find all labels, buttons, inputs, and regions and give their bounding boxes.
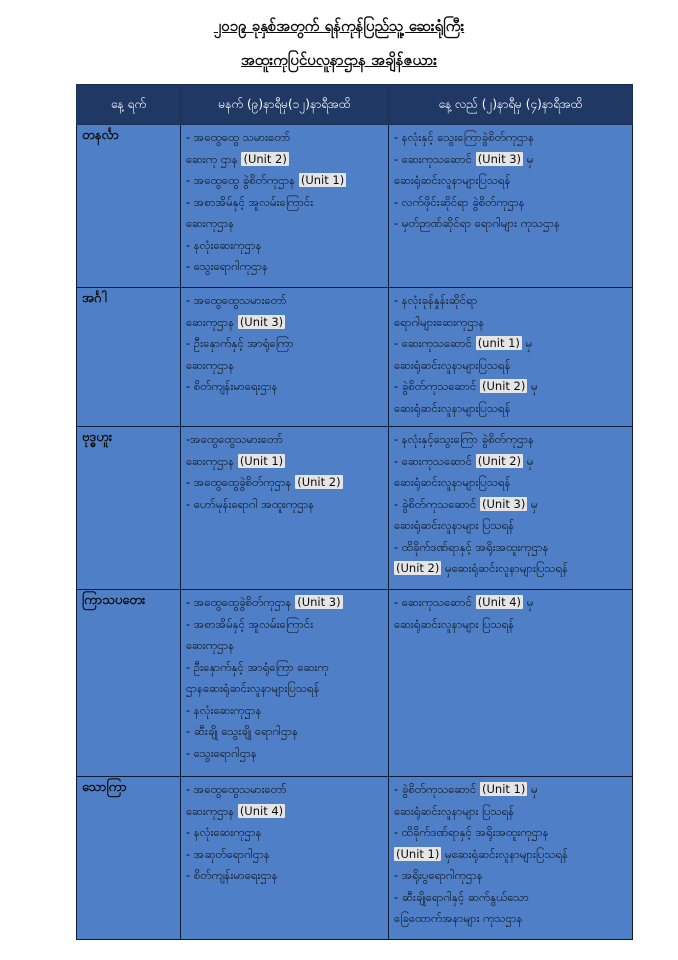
- line-text: - စိတ်ကျန်းမာရေးဌာန: [186, 379, 278, 393]
- list-item: [186, 657, 384, 679]
- line-text: မှ: [521, 336, 533, 350]
- line-text: - ထိခိုက်ဒဏ်ရာနှင့် အရိုးအထူးကုဌာန: [394, 825, 549, 839]
- list-item: [186, 355, 384, 377]
- list-item: [186, 451, 384, 473]
- list-item: [186, 376, 384, 398]
- line-text: - သွေးရောဂါကုဌာန: [186, 259, 269, 273]
- list-item: [186, 127, 384, 149]
- header-morning: မနက် (၉)နာရီမှ(၁၂)နာရီအထိ: [181, 85, 389, 125]
- unit-badge: (Unit 3): [482, 496, 526, 511]
- list-item: [186, 779, 384, 801]
- day-cell: အင်္ဂါ: [77, 288, 181, 427]
- list-item: [394, 398, 628, 420]
- line-text: - စိတ်ကျန်းမာရေးဌာန: [186, 868, 278, 882]
- table-row: [77, 777, 633, 940]
- list-item: [394, 170, 628, 192]
- schedule-table: [76, 84, 633, 940]
- list-item: [394, 592, 628, 614]
- line-text: မှ: [523, 595, 534, 609]
- line-text: ဆေးကုဌာန: [186, 357, 235, 372]
- unit-badge: (Unit 4): [477, 595, 522, 609]
- list-item: [186, 333, 384, 355]
- list-item: [186, 700, 384, 722]
- list-item: [394, 865, 628, 887]
- unit-badge: (Unit 3): [239, 314, 284, 329]
- line-text: ဆေးကုဌာန: [186, 453, 238, 468]
- header-row: [77, 85, 633, 125]
- list-item: [394, 887, 628, 909]
- table-row: [77, 590, 633, 777]
- afternoon-cell: [389, 427, 633, 590]
- line-text: - နလုံးဆေးကုဌာန: [186, 702, 262, 717]
- list-item: [186, 678, 384, 700]
- list-item: [186, 256, 384, 278]
- line-text: မှ: [527, 782, 538, 796]
- list-item: [186, 312, 384, 334]
- list-item: [394, 472, 628, 494]
- line-text: ဆေးကု ဌာန: [186, 151, 242, 166]
- line-text: -အထွေထွေသမားတော်: [186, 432, 283, 446]
- line-text: - ဆေးကုသဆောင်: [394, 336, 476, 350]
- list-item: [186, 213, 384, 235]
- day-cell: ဗုဒ္ဓဟူး: [77, 427, 181, 590]
- list-item: [186, 822, 384, 844]
- table-row: [77, 288, 633, 427]
- line-text: ဆေးရုံဆင်းလူနာများပြသရန်: [394, 400, 511, 415]
- line-text: - ဆေးကုသဆောင်: [394, 595, 476, 609]
- line-text: - နလုံးနှင့်သွေးကြော ခွဲစိတ်ကုဌာန: [394, 432, 535, 446]
- list-item: [186, 429, 384, 451]
- list-item: [394, 192, 628, 214]
- line-text: - အထွေထွေသမားတော်: [186, 782, 287, 796]
- line-text: ရောဂါများဆေးကုဌာန: [394, 314, 485, 329]
- unit-badge: (Unit 3): [477, 151, 522, 166]
- list-item: [394, 908, 628, 930]
- list-item: [186, 844, 384, 866]
- line-text: - ဆေးကုသဆောင်: [394, 453, 476, 468]
- line-text: - သွေးရောဂါဌာန: [186, 745, 257, 760]
- line-text: - နလုံးနှင့် သွေးကြောခွဲစိတ်ကုဌာန: [394, 130, 535, 144]
- line-text: ဌာနဆေးရုံဆင်းလူနာများပြသရန်: [186, 681, 320, 695]
- line-text: မှ: [527, 379, 538, 393]
- line-text: ခြေထောက်အနာများ ကုသဌာန: [394, 911, 523, 925]
- list-item: [394, 844, 628, 866]
- list-item: [186, 865, 384, 887]
- line-text: - ဦးနှောက်နှင့် အာရုံကြော: [186, 336, 294, 350]
- afternoon-cell: [389, 125, 633, 288]
- line-text: ဆေးရုံဆင်းလူနာများပြသရန်: [394, 173, 511, 187]
- unit-badge: (Unit 3): [297, 595, 341, 609]
- unit-badge: (Unit 1): [396, 846, 440, 861]
- header-afternoon: နေ့ လည် (၂)နာရီမှ (၄)နာရီအထိ: [389, 85, 633, 125]
- line-text: မှ: [523, 151, 534, 166]
- list-item: [394, 801, 628, 823]
- unit-badge: (Unit 2): [396, 561, 440, 575]
- line-text: ဆေးကုဌာန: [186, 638, 235, 652]
- list-item: [394, 149, 628, 171]
- line-text: - အထွေထွေ ခွဲစိတ်ကုဌာန: [186, 173, 299, 187]
- line-text: ဆေးကုဌာန: [186, 216, 235, 230]
- line-text: - အထွေထွေသမားတော်: [186, 293, 287, 307]
- list-item: [186, 635, 384, 657]
- schedule-body: [77, 125, 633, 940]
- unit-badge: (Unit 2): [297, 475, 341, 489]
- morning-cell: [181, 288, 389, 427]
- list-item: [394, 355, 628, 377]
- list-item: [394, 822, 628, 844]
- unit-badge: (Unit 2): [477, 453, 522, 468]
- unit-badge: (unit 1): [477, 336, 520, 350]
- line-text: - ခွဲစိတ်ကုသဆောင်: [394, 379, 480, 393]
- schedule-title: ၂၀၁၉ ခုနှစ်အတွက် ရန်ကုန်ပြည်သူ့ ဆေးရုံကြီး: [213, 17, 465, 35]
- list-item: [186, 614, 384, 636]
- line-text: ဆေးကုဌာန: [186, 314, 238, 329]
- table-row: [77, 125, 633, 288]
- list-item: [394, 779, 628, 801]
- list-item: [394, 614, 628, 636]
- line-text: ဆေးရုံဆင်းလူနာများ ပြသရန်: [394, 518, 515, 532]
- list-item: [186, 592, 384, 614]
- list-item: [186, 235, 384, 257]
- unit-badge: (Unit 4): [239, 803, 284, 818]
- list-item: [186, 743, 384, 765]
- line-text: ဆေးကုဌာန: [186, 803, 238, 818]
- list-item: [394, 451, 628, 473]
- unit-badge: (Unit 2): [243, 151, 287, 166]
- line-text: - အဆုတ်ရောဂါဌာန: [186, 846, 270, 861]
- schedule-subtitle: အထူးကုပြင်ပလူနာဌာန အချိန်ဇယား: [241, 51, 437, 69]
- list-item: [394, 515, 628, 537]
- list-item: [394, 127, 628, 149]
- line-text: - အရိုးပွရောဂါကုဌာန: [394, 868, 483, 882]
- list-item: [394, 333, 628, 355]
- list-item: [394, 558, 628, 580]
- line-text: ဆေးရုံဆင်းလူနာများ ပြသရန်: [394, 803, 515, 818]
- line-text: - ဆီးချို သွေးချို ရောဂါဌာန: [186, 724, 299, 738]
- line-text: - အထွေထွေခွဲစိတ်ကုဌာန: [186, 595, 296, 609]
- list-item: [394, 376, 628, 398]
- list-item: [186, 290, 384, 312]
- line-text: - ဟော်မုန်းရောဂါ အထူးကုဌာန: [186, 496, 315, 511]
- list-item: [186, 472, 384, 494]
- list-item: [394, 429, 628, 451]
- afternoon-cell: [389, 288, 633, 427]
- line-text: - ထိခိုက်ဒဏ်ရာနှင့် အရိုးအထူးကုဌာန: [394, 539, 549, 554]
- line-text: - အစာအိမ်နှင့် အူလမ်းကြောင်း: [186, 194, 314, 209]
- unit-badge: (Unit 2): [482, 379, 526, 393]
- list-item: [186, 149, 384, 171]
- afternoon-cell: [389, 777, 633, 940]
- list-item: [186, 170, 384, 192]
- line-text: မှ: [523, 453, 534, 468]
- line-text: - အထွေထွေ သမားတော်: [186, 130, 291, 144]
- morning-cell: [181, 427, 389, 590]
- list-item: [394, 312, 628, 334]
- line-text: - နလုံးဆေးကုဌာန: [186, 825, 262, 839]
- list-item: [394, 213, 628, 235]
- header-day: နေ့ ရက်: [77, 85, 181, 125]
- line-text: - လက်ဖိုင်းဆိုင်ရာ ခွဲစိတ်ကုဌာန: [394, 194, 525, 209]
- list-item: [394, 537, 628, 559]
- line-text: ဆေးရုံဆင်းလူနာများပြသရန်: [394, 475, 511, 489]
- list-item: [186, 494, 384, 516]
- line-text: - နလုံးဆေးကုဌာန: [186, 237, 262, 252]
- list-item: [186, 721, 384, 743]
- line-text: မှဆေးရုံဆင်းလူနာများပြသရန်: [441, 846, 569, 861]
- line-text: - နလုံးခုန်နှုန်းဆိုင်ရာ: [394, 293, 478, 307]
- day-cell: သောကြာ: [77, 777, 181, 940]
- line-text: - အစာအိမ်နှင့် အူလမ်းကြောင်း: [186, 616, 314, 631]
- line-text: - ဆေးကုသဆောင်: [394, 151, 476, 166]
- list-item: [394, 494, 628, 516]
- day-cell: ကြာသပတေး: [77, 590, 181, 777]
- line-text: - ခွဲစိတ်ကုသဆောင်: [394, 496, 480, 511]
- line-text: - ခွဲစိတ်ကုသဆောင်: [394, 782, 480, 796]
- list-item: [186, 801, 384, 823]
- line-text: - ဆီးချိုရောဂါနှင့် ဆက်နွယ်သော: [394, 889, 530, 904]
- list-item: [394, 290, 628, 312]
- unit-badge: (Unit 1): [300, 173, 345, 187]
- afternoon-cell: [389, 590, 633, 777]
- line-text: မှ: [527, 496, 538, 511]
- unit-badge: (Unit 1): [239, 453, 284, 468]
- line-text: - ဦးနှောက်နှင့် အာရုံကြော ဆေးကု: [186, 659, 329, 674]
- list-item: [186, 192, 384, 214]
- morning-cell: [181, 590, 389, 777]
- line-text: - အထွေထွေခွဲစိတ်ကုဌာန: [186, 475, 296, 489]
- line-text: - မှတ်ဉာဏ်ဆိုင်ရာ ရောဂါများ ကုသဌာန: [394, 216, 561, 230]
- morning-cell: [181, 777, 389, 940]
- day-cell: တနင်္လာ: [77, 125, 181, 288]
- line-text: ဆေးရုံဆင်းလူနာများပြသရန်: [394, 357, 511, 372]
- unit-badge: (Unit 1): [482, 782, 526, 796]
- table-row: [77, 427, 633, 590]
- line-text: မှဆေးရုံဆင်းလူနာများပြသရန်: [441, 561, 569, 575]
- line-text: ဆေးရုံဆင်းလူနာများ ပြသရန်: [394, 616, 515, 631]
- morning-cell: [181, 125, 389, 288]
